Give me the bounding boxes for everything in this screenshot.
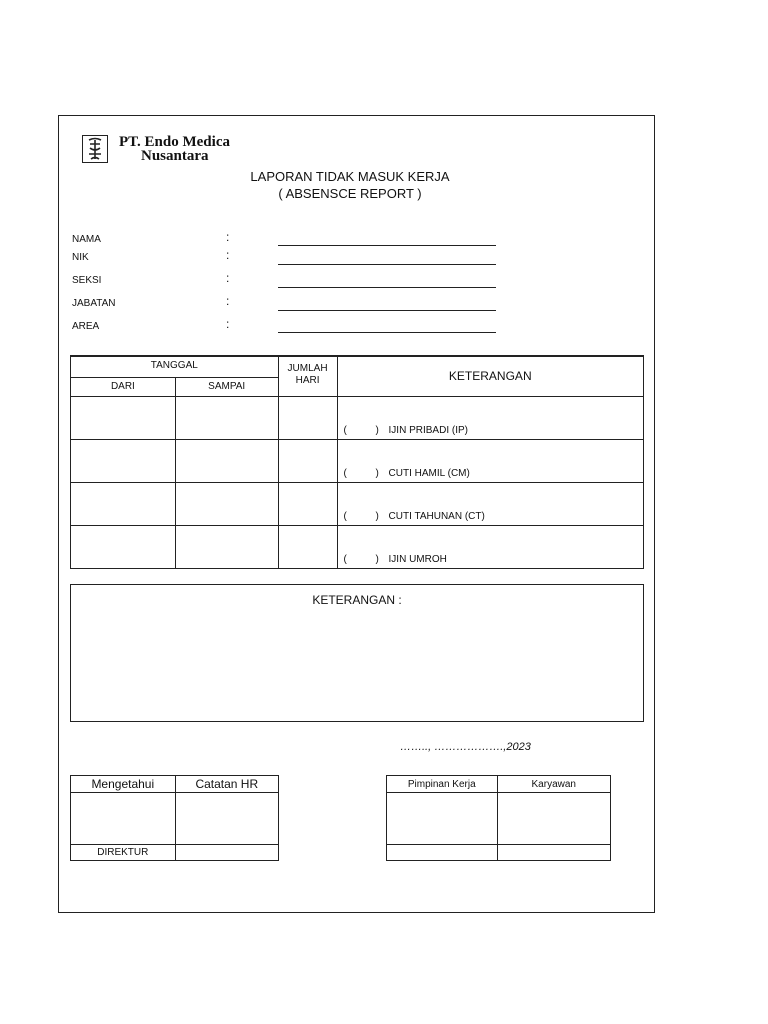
tanggal-header: TANGGAL xyxy=(71,356,279,377)
field-label-nama: NAMA xyxy=(72,234,101,245)
sampai-header: SAMPAI xyxy=(175,377,278,396)
field-colon-area: : xyxy=(226,317,230,331)
reason-cuti-tahunan[interactable] xyxy=(338,510,643,525)
keterangan-header: KETERANGAN xyxy=(337,356,643,396)
jabatan-input-line[interactable] xyxy=(278,310,496,311)
checkbox-open-paren: ( xyxy=(343,554,347,565)
dari-cell[interactable] xyxy=(71,439,176,482)
reason-ijin-pribadi[interactable] xyxy=(338,424,643,439)
karyawan-sign-cell[interactable] xyxy=(497,793,611,845)
dari-cell[interactable] xyxy=(71,482,176,525)
sampai-cell[interactable] xyxy=(175,525,278,568)
pimpinan-kerja-name-cell[interactable] xyxy=(387,845,498,861)
field-label-area: AREA xyxy=(72,321,100,332)
absence-table xyxy=(70,355,644,569)
checkbox-open-paren: ( xyxy=(343,511,347,522)
signature-table-left xyxy=(70,775,279,861)
sampai-cell[interactable] xyxy=(175,439,278,482)
jumlah-label: JUMLAH xyxy=(287,363,328,374)
field-label-jabatan: JABATAN xyxy=(72,298,116,309)
reason-cell[interactable] xyxy=(337,525,643,568)
seksi-input-line[interactable] xyxy=(278,287,496,288)
reason-cuti-hamil[interactable] xyxy=(338,467,643,482)
checkbox-open-paren: ( xyxy=(343,425,347,436)
dari-cell[interactable] xyxy=(71,525,176,568)
form-title: LAPORAN TIDAK MASUK KERJA xyxy=(250,169,450,184)
checkbox-open-paren: ( xyxy=(343,468,347,479)
nama-input-line[interactable] xyxy=(278,245,496,246)
company-name-line2: Nusantara xyxy=(141,148,209,164)
reason-label: IJIN UMROH xyxy=(388,554,447,565)
keterangan-notes-box[interactable] xyxy=(70,584,644,722)
checkbox-close-paren: ) xyxy=(375,425,379,436)
field-colon-jabatan: : xyxy=(226,294,230,308)
area-input-line[interactable] xyxy=(278,332,496,333)
company-name-line1: PT. Endo Medica xyxy=(119,134,230,150)
sampai-cell[interactable] xyxy=(175,396,278,439)
mengetahui-sign-cell[interactable] xyxy=(71,793,176,845)
catatan-hr-name-cell[interactable] xyxy=(175,845,278,861)
signature-table-right xyxy=(386,775,611,861)
field-colon-seksi: : xyxy=(226,271,230,285)
jumlah-hari-cell[interactable] xyxy=(278,396,337,439)
hari-label: HARI xyxy=(295,375,320,386)
karyawan-header: Karyawan xyxy=(497,776,611,793)
jumlah-hari-cell[interactable] xyxy=(278,482,337,525)
pimpinan-kerja-sign-cell[interactable] xyxy=(387,793,498,845)
dari-cell[interactable] xyxy=(71,396,176,439)
keterangan-notes-label: KETERANGAN : xyxy=(312,593,402,607)
reason-ijin-umroh[interactable] xyxy=(338,553,643,568)
pimpinan-kerja-header: Pimpinan Kerja xyxy=(387,776,498,793)
catatan-hr-header: Catatan HR xyxy=(175,776,278,793)
checkbox-close-paren: ) xyxy=(375,511,379,522)
reason-cell[interactable] xyxy=(337,482,643,525)
field-label-seksi: SEKSI xyxy=(72,275,102,286)
direktur-label: DIREKTUR xyxy=(71,845,176,861)
jumlah-hari-cell[interactable] xyxy=(278,525,337,568)
catatan-hr-cell[interactable] xyxy=(175,793,278,845)
form-subtitle: ( ABSENSCE REPORT ) xyxy=(278,186,422,201)
jumlah-hari-cell[interactable] xyxy=(278,439,337,482)
sampai-cell[interactable] xyxy=(175,482,278,525)
karyawan-name-cell[interactable] xyxy=(497,845,611,861)
reason-cell[interactable] xyxy=(337,396,643,439)
nik-input-line[interactable] xyxy=(278,264,496,265)
mengetahui-header: Mengetahui xyxy=(71,776,176,793)
jumlah-hari-header xyxy=(278,356,337,396)
reason-cell[interactable] xyxy=(337,439,643,482)
checkbox-close-paren: ) xyxy=(375,468,379,479)
reason-label: IJIN PRIBADI (IP) xyxy=(388,425,468,436)
field-colon-nama: : xyxy=(226,230,230,244)
reason-label: CUTI TAHUNAN (CT) xyxy=(388,511,485,522)
dari-header: DARI xyxy=(71,377,176,396)
reason-label: CUTI HAMIL (CM) xyxy=(388,468,470,479)
date-line[interactable]: …….., ……………….,2023 xyxy=(400,741,531,753)
field-label-nik: NIK xyxy=(72,252,89,263)
company-logo-icon xyxy=(82,135,108,163)
checkbox-close-paren: ) xyxy=(375,554,379,565)
field-colon-nik: : xyxy=(226,248,230,262)
